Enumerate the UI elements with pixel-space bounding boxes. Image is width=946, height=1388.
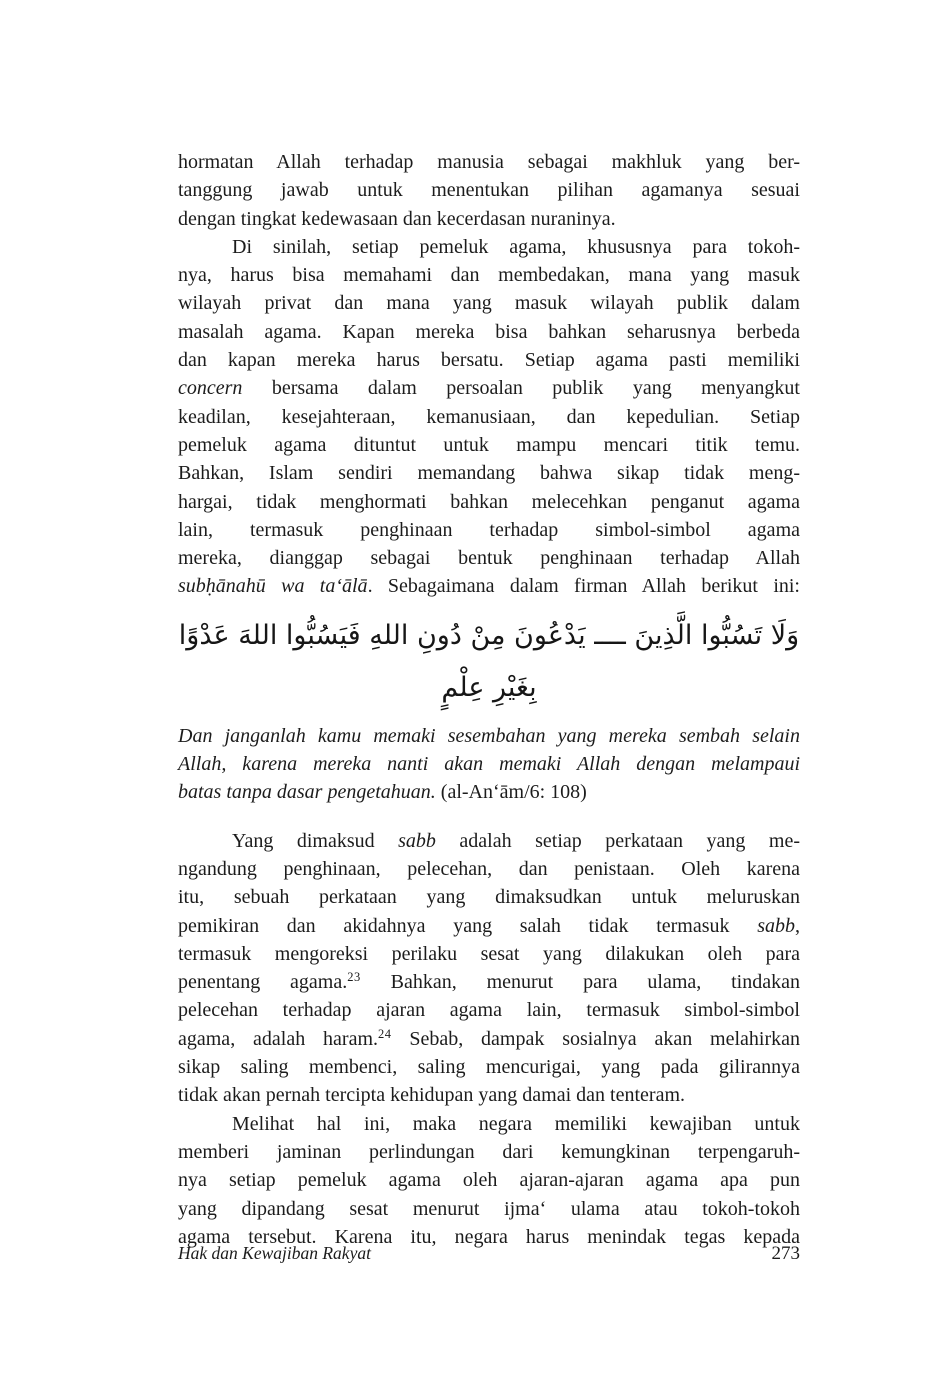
paragraph-4 <box>178 1110 800 1251</box>
page-footer <box>178 1243 800 1265</box>
text-line: wilayah privat dan mana yang masuk wilayah publik dalam <box>178 292 800 315</box>
page-body <box>178 148 800 1251</box>
text-line: Bahkan, Islam sendiri memandang bahwa sikap tidak meng- <box>178 462 800 485</box>
text-line: Allah, karena mereka nanti akan memaki Allah dengan melampaui <box>178 753 800 776</box>
paragraph-3 <box>178 827 800 1110</box>
text-line: termasuk mengoreksi perilaku sesat yang dilakukan oleh para <box>178 942 800 965</box>
text-line: nya, harus bisa memahami dan membedakan, mana yang masuk <box>178 264 800 287</box>
text-line: Yang dimaksud sabb adalah setiap perkataan yang me- <box>232 829 800 852</box>
text-line: ngandung penghinaan, pelecehan, dan penistaan. Oleh karena <box>178 857 800 880</box>
text-line: yang dipandang sesat menurut ijma‘ ulama atau tokoh-tokoh <box>178 1197 800 1220</box>
text-line: hargai, tidak menghormati bahkan melecehkan penganut agama <box>178 490 800 513</box>
arabic-verse: وَلَا تَسُبُّوا الَّذِينَ ــــ يَدْعُونَ مِنْ دُونِ اللهِ فَيَسُبُّوا اللهَ عَدْوًا بِغَيْرِ عِلْمٍ <box>178 619 800 703</box>
text-line: itu, sebuah perkataan yang dimaksudkan untuk meluruskan <box>178 886 800 909</box>
text-line: agama, adalah haram.$^{24}$ Sebab, dampak sosialnya akan melahirkan <box>178 1026 800 1050</box>
text-line: pelecehan terhadap ajaran agama lain, termasuk simbol-simbol <box>178 999 800 1022</box>
text-line: tanggung jawab untuk menentukan pilihan agamanya sesuai <box>178 179 800 202</box>
text-line: agama tersebut. Karena itu, negara harus menindak tegas kepada <box>178 1225 800 1248</box>
text-line: pemikiran dan akidahnya yang salah tidak termasuk sabb, <box>178 914 800 937</box>
verse-translation <box>178 722 800 807</box>
text-line: dengan tingkat kedewasaan dan kecerdasan nuraninya. <box>178 207 616 230</box>
text-line: tidak akan pernah tercipta kehidupan yang damai dan tenteram. <box>178 1084 686 1107</box>
running-footer-title: Hak dan Kewajiban Rakyat <box>178 1243 371 1263</box>
text-line: hormatan Allah terhadap manusia sebagai makhluk yang ber- <box>178 151 800 173</box>
text-line: keadilan, kesejahteraan, kemanusiaan, dan kepedulian. Setiap <box>178 405 800 428</box>
text-line: mereka, dianggap sebagai bentuk penghinaan terhadap Allah <box>178 547 800 570</box>
paragraph-continuation <box>178 148 800 233</box>
text-line: penentang agama.$^{23}$ Bahkan, menurut para ulama, tindakan <box>178 970 800 994</box>
text-line: Melihat hal ini, maka negara memiliki kewajiban untuk <box>232 1112 800 1135</box>
text-line: concern bersama dalam persoalan publik yang menyangkut <box>178 377 800 400</box>
page-number: 273 <box>771 1243 800 1264</box>
text-line: batas tanpa dasar pengetahuan. (al-An‘ām/6: 108) <box>178 781 587 804</box>
text-line: masalah agama. Kapan mereka bisa bahkan seharusnya berbeda <box>178 320 800 343</box>
paragraph-2 <box>178 233 800 601</box>
text-line: memberi jaminan perlindungan dari kemungkinan terpengaruh- <box>178 1140 800 1163</box>
text-line: pemeluk agama dituntut untuk mampu mencari titik temu. <box>178 433 800 456</box>
text-line: dan kapan mereka harus bersatu. Setiap agama pasti memiliki <box>178 349 800 372</box>
text-line: lain, termasuk penghinaan terhadap simbol-simbol agama <box>178 518 800 541</box>
text-line: nya setiap pemeluk agama oleh ajaran-ajaran agama apa pun <box>178 1169 800 1192</box>
text-line: Di sinilah, setiap pemeluk agama, khususnya para tokoh- <box>232 235 800 258</box>
text-line: Dan janganlah kamu memaki sesembahan yang mereka sembah selain <box>178 724 800 747</box>
text-line: subḥānahū wa ta‘ālā. Sebagaimana dalam firman Allah berikut ini: <box>178 575 800 598</box>
text-line: sikap saling membenci, saling mencurigai, yang pada gilirannya <box>178 1056 800 1079</box>
